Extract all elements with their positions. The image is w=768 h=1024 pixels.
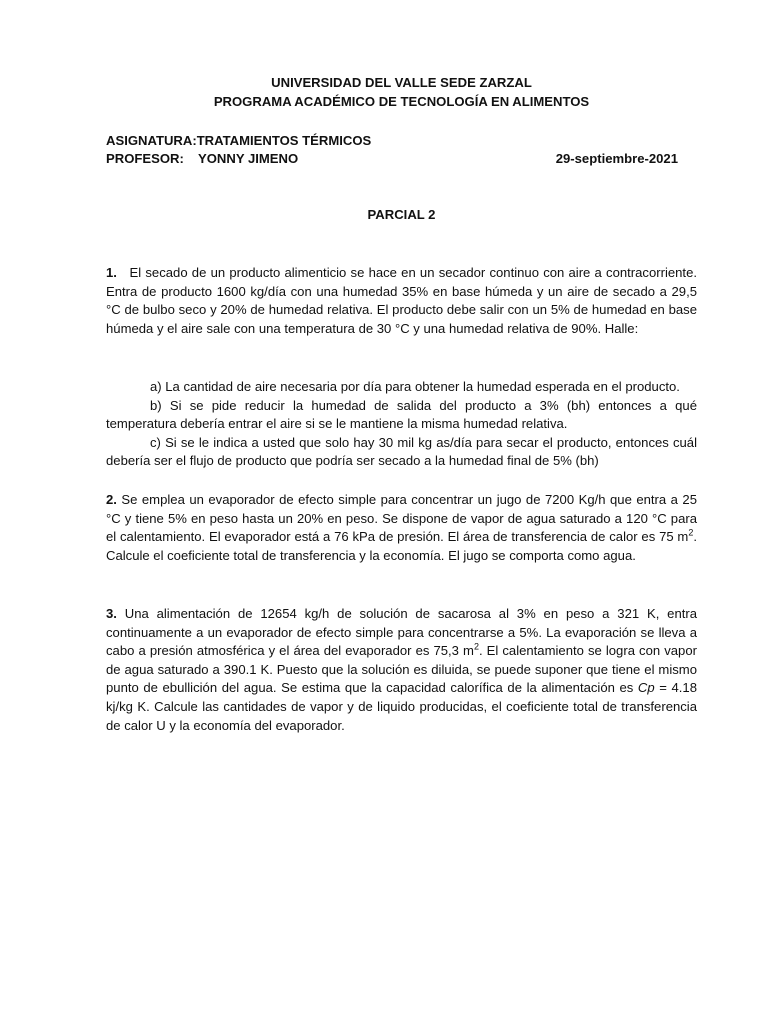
question-text-part: = 4.18 kj/kg K. Calcule las cantidades de vapor y de liquido producidas, el coeficiente total de transferencia de calor U y la economía del evaporador. <box>106 680 697 733</box>
question-2-statement <box>106 491 697 565</box>
program-name: PROGRAMA ACADÉMICO DE TECNOLOGÍA EN ALIMENTOS <box>213 94 590 109</box>
question-1-subitems <box>106 378 697 471</box>
superscript: 2 <box>688 527 694 538</box>
university-name: UNIVERSIDAD DEL VALLE SEDE ZARZAL <box>271 75 532 90</box>
subject-label: ASIGNATURA: <box>106 133 197 148</box>
question-2 <box>106 491 697 565</box>
question-3 <box>106 605 697 735</box>
question-1-statement <box>106 264 697 338</box>
question-number: 2. <box>106 492 117 507</box>
professor-value: YONNY JIMENO <box>198 151 299 166</box>
subitem-b: b) Si se pide reducir la humedad de salida del producto a 3% (bh) entonces a qué temperatura debería entrar el aire si se le mantiene la misma humedad relativa. <box>106 397 697 432</box>
question-3-statement <box>106 605 697 735</box>
exam-date: 29-septiembre-2021 <box>555 151 678 166</box>
exam-title: PARCIAL 2 <box>367 207 436 222</box>
question-text-part: Se emplea un evaporador de efecto simple para concentrar un jugo de 7200 Kg/h que entra a 25 °C y tiene 5% en peso hasta un 20% en peso. Se dispone de vapor de agua saturado a 120 °C para el calentamiento. El evaporador está a 76 kPa de presión. El área de transferencia de calor es 75 m <box>106 492 697 545</box>
question-text-part: . Calcule el coeficiente total de transferencia y la economía. El jugo se comporta como agua. <box>106 529 697 563</box>
professor-label: PROFESOR: <box>106 151 184 166</box>
professor-row <box>106 150 697 169</box>
superscript: 2 <box>473 641 479 652</box>
cp-symbol: Cp <box>637 680 655 696</box>
subitem-c: c) Si se le indica a usted que solo hay 30 mil kg as/día para secar el producto, entonces cuál debería ser el flujo de producto que podría ser secado a la humedad final de 5% (bh) <box>106 434 697 469</box>
subject-value: TRATAMIENTOS TÉRMICOS <box>196 133 372 148</box>
subject-row <box>106 132 697 151</box>
question-text-part: . El calentamiento se logra con vapor de agua saturado a 390.1 K. Puesto que la solución es diluida, se puede suponer que tiene el mismo punto de ebullición del agua. Se estima que la capacidad calorífica de la alimentación es <box>106 643 697 696</box>
question-text: El secado de un producto alimenticio se hace en un secador continuo con aire a contracorriente. Entra de producto 1600 kg/día con una humedad 35% en base húmeda y un aire de secado a 29,5 °C de bulbo seco y 20% de humedad relativa. El producto debe salir con un 5% de humedad en base húmeda y el aire sale con una temperatura de 30 °C y una humedad relativa de 90%. Halle: <box>106 265 697 336</box>
question-1 <box>106 264 697 338</box>
question-number: 3. <box>106 606 117 621</box>
subitem-a: a) La cantidad de aire necesaria por día para obtener la humedad esperada en el producto. <box>150 379 680 394</box>
question-text-part: Una alimentación de 12654 kg/h de solución de sacarosa al 3% en peso a 321 K, entra continuamente a un evaporador de efecto simple para concentrarse a 5%. La evaporación se lleva a cabo a presión atmosférica y el área del evaporador es 75,3 m <box>106 606 698 659</box>
question-number: 1. <box>106 265 117 280</box>
